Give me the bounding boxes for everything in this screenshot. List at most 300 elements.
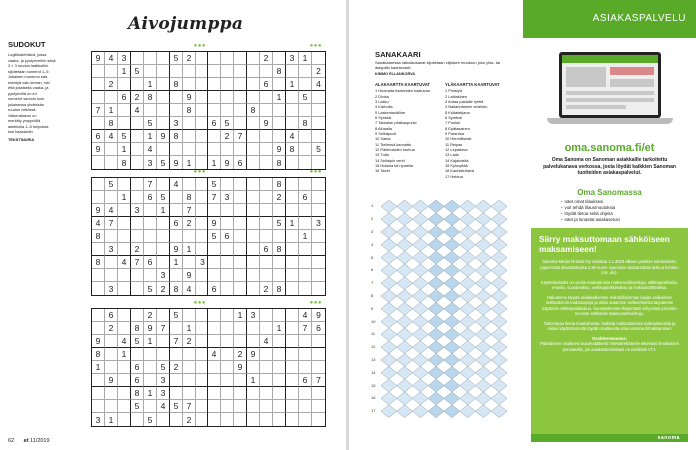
sudoku-cell: 6: [221, 230, 234, 243]
sudoku-cell: [208, 143, 221, 156]
clues-up-header: YLÄKAARTTA KAARTUVAT: [445, 82, 500, 87]
sudoku-cell: 8: [247, 104, 260, 117]
sudoku-cell: [221, 104, 234, 117]
sudoku-cell: 7: [183, 400, 196, 413]
sudoku-cell: [247, 230, 260, 243]
clue-item: 8 Epätasainen: [445, 125, 470, 131]
sudoku-cell: [247, 65, 260, 78]
sudoku-cell: [234, 117, 247, 130]
sudoku-cell: [105, 400, 118, 413]
sudoku-cell: [144, 361, 157, 374]
arc-cell: [413, 302, 429, 315]
arc-cell: [491, 264, 507, 277]
sudoku-cell: 1: [170, 256, 183, 269]
sudoku-cell: [131, 269, 144, 282]
sudoku-grid: [91, 308, 210, 427]
sudoku-cell: [273, 104, 286, 117]
sudoku-cell: 2: [144, 309, 157, 322]
sudoku-cell: 9: [183, 91, 196, 104]
arc-cell: [413, 277, 429, 290]
sudoku-cell: [92, 387, 105, 400]
sidebar-text: Logiikkatehtävä, jossa vaakа- ja pystyriveihin sekä 3 × 3 ruudun laatikoihin sijoitetaan numerot 1–9. Jokaisen numeron saa esiintyä vain kerran, niin että jokaisella vaaka- ja pystyrivillä on eri numerot samoin kuin jokaisessa yhdeksän ruudun neliössä. Vaikeustason on merkitty ympyröillä asteikolla 1–5 helpoista tosi haastaviin.: [8, 52, 56, 134]
sudoku-cell: [183, 374, 196, 387]
sudoku-cell: 8: [131, 322, 144, 335]
sudoku-cell: [170, 413, 183, 426]
arc-cell: [444, 302, 460, 315]
sudoku-cell: [208, 91, 221, 104]
sudoku-cell: [131, 143, 144, 156]
sudoku-cell: 1: [144, 335, 157, 348]
arc-cell: [381, 302, 397, 315]
sudoku-cell: 7: [105, 217, 118, 230]
arc-cell: [491, 238, 507, 251]
sudoku-cell: [208, 52, 221, 65]
sudoku-cell: [234, 91, 247, 104]
arc-cell: [381, 366, 397, 379]
sudoku-cell: [118, 374, 131, 387]
sudoku-cell: 4: [105, 52, 118, 65]
arc-cell: [491, 354, 507, 367]
sudoku-cell: 1: [273, 322, 286, 335]
e-payment-p1: Sanoma Media Finland Oy veloittaa 1.1.2019 alkaen postitse toimitetuista, paperisista tilauslaskuista 2,90 euron suuruisen laskutuslisän laskua kohden (sis. alv).: [540, 259, 679, 275]
sudoku-cell: 6: [260, 243, 273, 256]
sudoku-cell: [183, 230, 196, 243]
sudoku-cell: 1: [144, 78, 157, 91]
clue-item: 7 Punkki: [445, 120, 460, 126]
arc-cell: [428, 251, 444, 264]
arc-cell: [491, 315, 507, 328]
sudoku-cell: 1: [183, 156, 196, 169]
sudoku-cell: [260, 65, 273, 78]
sudoku-cell: 2: [170, 361, 183, 374]
difficulty-dots: ●●●: [193, 43, 206, 49]
sudoku-cell: 6: [234, 156, 247, 169]
sudoku-cell: [170, 374, 183, 387]
sudoku-cell: [247, 130, 260, 143]
arc-cell: [476, 341, 492, 354]
sudoku-cell: [183, 309, 196, 322]
clue-item: 13 Ladu: [445, 152, 460, 158]
sudoku-cell: [92, 309, 105, 322]
sudoku-cell: 3: [105, 282, 118, 295]
sudoku-cell: 9: [183, 269, 196, 282]
sudoku-cell: 3: [118, 52, 131, 65]
sudoku-cell: [183, 256, 196, 269]
sudoku-cell: 4: [312, 78, 325, 91]
row-number: 9: [371, 305, 374, 311]
arc-cell: [428, 315, 444, 328]
sudoku-cell: [92, 322, 105, 335]
sudoku-cell: 5: [299, 91, 312, 104]
sudoku-cell: 8: [170, 282, 183, 295]
sudoku-cell: 9: [234, 361, 247, 374]
sudoku-cell: [208, 387, 221, 400]
row-number: 11: [371, 331, 376, 337]
sudoku-cell: [247, 243, 260, 256]
sudoku-cell: [286, 361, 299, 374]
sudoku-cell: [157, 65, 170, 78]
sudoku-cell: [118, 243, 131, 256]
clue-item: 14 Sellaipin verbi: [375, 157, 405, 163]
sudoku-cell: 4: [299, 309, 312, 322]
sudoku-cell: [286, 309, 299, 322]
arc-cell: [413, 226, 429, 239]
sudoku-cell: [183, 65, 196, 78]
arc-cell: [381, 290, 397, 303]
sudoku-cell: [260, 269, 273, 282]
sudoku-cell: [92, 78, 105, 91]
sudoku-cell: [312, 52, 325, 65]
arc-cell: [397, 341, 413, 354]
arc-cell: [476, 251, 492, 264]
sudoku-cell: [312, 104, 325, 117]
clue-item: 5 Kultalahjana: [445, 109, 470, 115]
clue-item: 10 Santa: [375, 136, 391, 142]
sudoku-cell: [260, 130, 273, 143]
sudoku-cell: [144, 374, 157, 387]
sudoku-cell: [299, 256, 312, 269]
left-page: [0, 0, 346, 450]
arc-cell: [444, 290, 460, 303]
sudoku-cell: [299, 243, 312, 256]
sudoku-cell: 1: [105, 104, 118, 117]
arc-cell: [444, 226, 460, 239]
arc-cell: [476, 277, 492, 290]
page-number: 62: [8, 438, 15, 444]
sudoku-cell: [247, 322, 260, 335]
sudoku-cell: [234, 52, 247, 65]
ad-url-link[interactable]: oma.sanoma.fi/et: [564, 142, 655, 154]
arc-cell: [460, 405, 476, 418]
sudoku-cell: [247, 78, 260, 91]
sudoku-cell: [170, 269, 183, 282]
sudoku-cell: 5: [131, 65, 144, 78]
sudoku-cell: [260, 191, 273, 204]
sudoku-cell: [234, 374, 247, 387]
sudoku-cell: [273, 374, 286, 387]
sudoku-cell: [208, 78, 221, 91]
arc-cell: [460, 200, 476, 213]
sudoku-cell: [118, 104, 131, 117]
sudoku-grid: [91, 177, 210, 296]
sudoku-cell: [105, 91, 118, 104]
clue-item: 14 Kajahdella: [445, 157, 469, 163]
sanakaari-title: SANAKAARI: [375, 50, 421, 59]
sudoku-cell: 6: [144, 256, 157, 269]
sudoku-cell: 4: [157, 400, 170, 413]
address-change-text: Päivitämme osoitteesi automaattisesti Väestörekisteriin tekemäsi ilmoituksen perusteella, jos asiakastiedoissasi on merkintä VTJ.: [539, 341, 680, 352]
sudoku-cell: [286, 387, 299, 400]
sudoku-cell: 5: [170, 309, 183, 322]
arc-cell: [491, 277, 507, 290]
row-number: 8: [371, 293, 374, 298]
sudoku-cell: [221, 243, 234, 256]
sudoku-cell: 1: [92, 361, 105, 374]
sudoku-grid: [207, 177, 326, 296]
clue-item: 9 Parantua: [445, 130, 465, 136]
sudoku-cell: [247, 204, 260, 217]
arc-cell: [491, 341, 507, 354]
sudoku-cell: [118, 322, 131, 335]
sudoku-cell: [170, 65, 183, 78]
sudoku-cell: [312, 204, 325, 217]
sudoku-cell: 5: [131, 400, 144, 413]
sudoku-cell: [131, 217, 144, 230]
sudoku-cell: 1: [208, 156, 221, 169]
sudoku-cell: [247, 282, 260, 295]
sudoku-cell: [170, 104, 183, 117]
row-number: 6: [371, 267, 374, 273]
sudoku-cell: [234, 178, 247, 191]
sudoku-puzzle-2: [207, 43, 326, 170]
arc-cell: [397, 264, 413, 277]
arc-cell: [491, 366, 507, 379]
sudoku-cell: [92, 156, 105, 169]
sudoku-cell: 6: [299, 191, 312, 204]
sudoku-cell: [118, 204, 131, 217]
sudoku-cell: [273, 387, 286, 400]
sudoku-cell: [131, 348, 144, 361]
sudoku-cell: 3: [221, 191, 234, 204]
sudoku-cell: [299, 387, 312, 400]
sudoku-cell: 7: [157, 322, 170, 335]
arc-cell: [460, 264, 476, 277]
sudoku-cell: [247, 191, 260, 204]
page-footer: [8, 438, 50, 444]
sudoku-cell: 9: [312, 309, 325, 322]
sidebar-title: SUDOKUT: [8, 40, 46, 49]
sudoku-cell: [260, 91, 273, 104]
arc-cell: [428, 379, 444, 392]
sudoku-cell: [273, 204, 286, 217]
arc-cell: [444, 277, 460, 290]
sudoku-cell: [144, 217, 157, 230]
sudoku-cell: [208, 400, 221, 413]
sudoku-cell: [92, 117, 105, 130]
sudoku-cell: 1: [286, 78, 299, 91]
row-number: 3: [371, 229, 374, 234]
arc-cell: [444, 392, 460, 405]
sudoku-cell: 4: [118, 256, 131, 269]
ad-bullet: • voit tehdä tilausmuutoksia: [561, 205, 620, 211]
sudoku-cell: 2: [183, 52, 196, 65]
sanakaari-author: KIMMO ELLANKORVA: [375, 72, 416, 76]
sudoku-cell: [234, 335, 247, 348]
sudoku-cell: 9: [92, 143, 105, 156]
clue-item: 9 Selkäpuoli: [375, 130, 397, 136]
sudoku-cell: 1: [157, 204, 170, 217]
arc-cell: [460, 366, 476, 379]
sudoku-cell: [170, 204, 183, 217]
sudoku-cell: [131, 156, 144, 169]
right-page: [349, 0, 696, 450]
sudoku-cell: 1: [118, 65, 131, 78]
arc-cell: [397, 213, 413, 226]
sudoku-cell: [286, 256, 299, 269]
sudoku-cell: [247, 269, 260, 282]
sudoku-cell: 4: [260, 335, 273, 348]
row-number: 1: [371, 203, 374, 209]
clues-down: [375, 82, 439, 179]
sudoku-cell: [273, 230, 286, 243]
clue-item: 2 Lattiakinen: [445, 93, 468, 99]
sudoku-cell: 1: [118, 191, 131, 204]
sudoku-grid: [207, 308, 326, 427]
sudoku-cell: [312, 335, 325, 348]
clue-item: 10 Hermillisesti: [445, 136, 472, 142]
sudoku-cell: 9: [170, 156, 183, 169]
sudoku-cell: [286, 322, 299, 335]
sudoku-cell: [273, 335, 286, 348]
row-number: 14: [371, 369, 376, 375]
sudoku-cell: 7: [208, 191, 221, 204]
sudoku-puzzle-4: [207, 169, 326, 296]
arc-cell: [476, 366, 492, 379]
clue-item: 5 Laskentavälline: [375, 109, 406, 115]
sudoku-cell: [299, 361, 312, 374]
sudoku-cell: [208, 309, 221, 322]
row-number: 4: [371, 241, 374, 247]
sanoma-logo: sanoma: [657, 435, 680, 441]
arc-cell: [381, 328, 397, 341]
sudoku-cell: 2: [260, 52, 273, 65]
arc-cell: [397, 277, 413, 290]
sudoku-cell: [286, 243, 299, 256]
sudoku-cell: [221, 217, 234, 230]
sudoku-puzzle-5: [91, 300, 210, 427]
sudoku-cell: [208, 65, 221, 78]
sudoku-cell: [92, 65, 105, 78]
sudoku-cell: [260, 143, 273, 156]
sudoku-cell: [92, 269, 105, 282]
sudoku-cell: 5: [170, 400, 183, 413]
sudoku-cell: 1: [118, 348, 131, 361]
sudoku-cell: 2: [234, 348, 247, 361]
sudoku-cell: [234, 282, 247, 295]
sudoku-cell: 6: [208, 117, 221, 130]
sudoku-cell: [221, 322, 234, 335]
sudoku-cell: 9: [273, 143, 286, 156]
sudoku-cell: [208, 335, 221, 348]
arc-cell: [444, 315, 460, 328]
sudoku-cell: [234, 217, 247, 230]
sudoku-cell: [299, 348, 312, 361]
sudoku-cell: [92, 374, 105, 387]
sudoku-cell: [312, 130, 325, 143]
arc-cell: [460, 341, 476, 354]
sudoku-cell: [234, 256, 247, 269]
sudoku-cell: [92, 400, 105, 413]
sudoku-cell: 1: [144, 130, 157, 143]
sudoku-cell: [157, 335, 170, 348]
sudoku-cell: [299, 217, 312, 230]
sudoku-cell: [105, 361, 118, 374]
sudoku-cell: [157, 91, 170, 104]
clue-item: 6 Synkkä: [375, 114, 392, 120]
sudoku-cell: [234, 400, 247, 413]
sudoku-cell: [105, 143, 118, 156]
arc-cell: [413, 341, 429, 354]
sudoku-cell: [105, 348, 118, 361]
sudoku-cell: [247, 400, 260, 413]
arc-cell: [397, 354, 413, 367]
sudoku-cell: [144, 348, 157, 361]
sudoku-cell: [247, 217, 260, 230]
sudoku-cell: 8: [273, 178, 286, 191]
sudoku-cell: [208, 104, 221, 117]
sudoku-cell: [221, 269, 234, 282]
arc-cell: [491, 379, 507, 392]
arc-cell: [476, 290, 492, 303]
sudoku-cell: 6: [131, 361, 144, 374]
sudoku-cell: [260, 387, 273, 400]
sudoku-cell: [118, 78, 131, 91]
clue-item: 3 Antaa paidalle ryhtiä: [445, 98, 484, 104]
sudoku-cell: [312, 191, 325, 204]
sudoku-cell: 3: [170, 117, 183, 130]
sudoku-cell: [312, 243, 325, 256]
sudoku-cell: 2: [157, 282, 170, 295]
sudoku-cell: [144, 52, 157, 65]
sudoku-cell: [157, 230, 170, 243]
difficulty-dots: ●●●: [193, 300, 206, 306]
sudoku-cell: 1: [105, 413, 118, 426]
arc-cell: [381, 200, 397, 213]
sudoku-cell: 7: [312, 374, 325, 387]
sudoku-cell: [144, 230, 157, 243]
row-number: 13: [371, 357, 376, 362]
sudoku-puzzle-6: [207, 300, 326, 427]
sudoku-cell: [118, 230, 131, 243]
sudoku-cell: [286, 191, 299, 204]
sudoku-cell: [273, 117, 286, 130]
sudoku-cell: 8: [131, 387, 144, 400]
sudoku-cell: 6: [105, 309, 118, 322]
sudoku-cell: [260, 348, 273, 361]
sudoku-cell: [170, 322, 183, 335]
arc-cell: [428, 354, 444, 367]
sudoku-cell: 5: [144, 117, 157, 130]
sudoku-cell: [183, 143, 196, 156]
sudoku-cell: 9: [92, 335, 105, 348]
sudoku-cell: [131, 413, 144, 426]
arc-cell: [444, 200, 460, 213]
arc-cell: [476, 392, 492, 405]
sudoku-cell: [183, 78, 196, 91]
sudoku-cell: 3: [131, 204, 144, 217]
sudoku-cell: [247, 361, 260, 374]
sudoku-cell: 5: [157, 361, 170, 374]
sudoku-cell: 2: [105, 78, 118, 91]
sudoku-cell: [170, 230, 183, 243]
sudoku-cell: [286, 400, 299, 413]
sudoku-cell: [105, 191, 118, 204]
sudoku-cell: [247, 156, 260, 169]
row-number: 10: [371, 318, 376, 324]
sudoku-cell: 4: [92, 217, 105, 230]
sudoku-cell: [221, 143, 234, 156]
sudoku-cell: [170, 387, 183, 400]
sudoku-cell: 2: [221, 130, 234, 143]
sudoku-cell: [312, 387, 325, 400]
sudoku-cell: [234, 413, 247, 426]
sudoku-cell: 1: [183, 243, 196, 256]
ad-footer-bar: [531, 434, 688, 442]
sudoku-cell: [234, 387, 247, 400]
arc-cell: [381, 405, 397, 418]
clues-down-header: ALAKAARTTA KAARTUVAT: [375, 82, 430, 87]
clue-item: 15 Kyhnyttää: [445, 163, 468, 169]
